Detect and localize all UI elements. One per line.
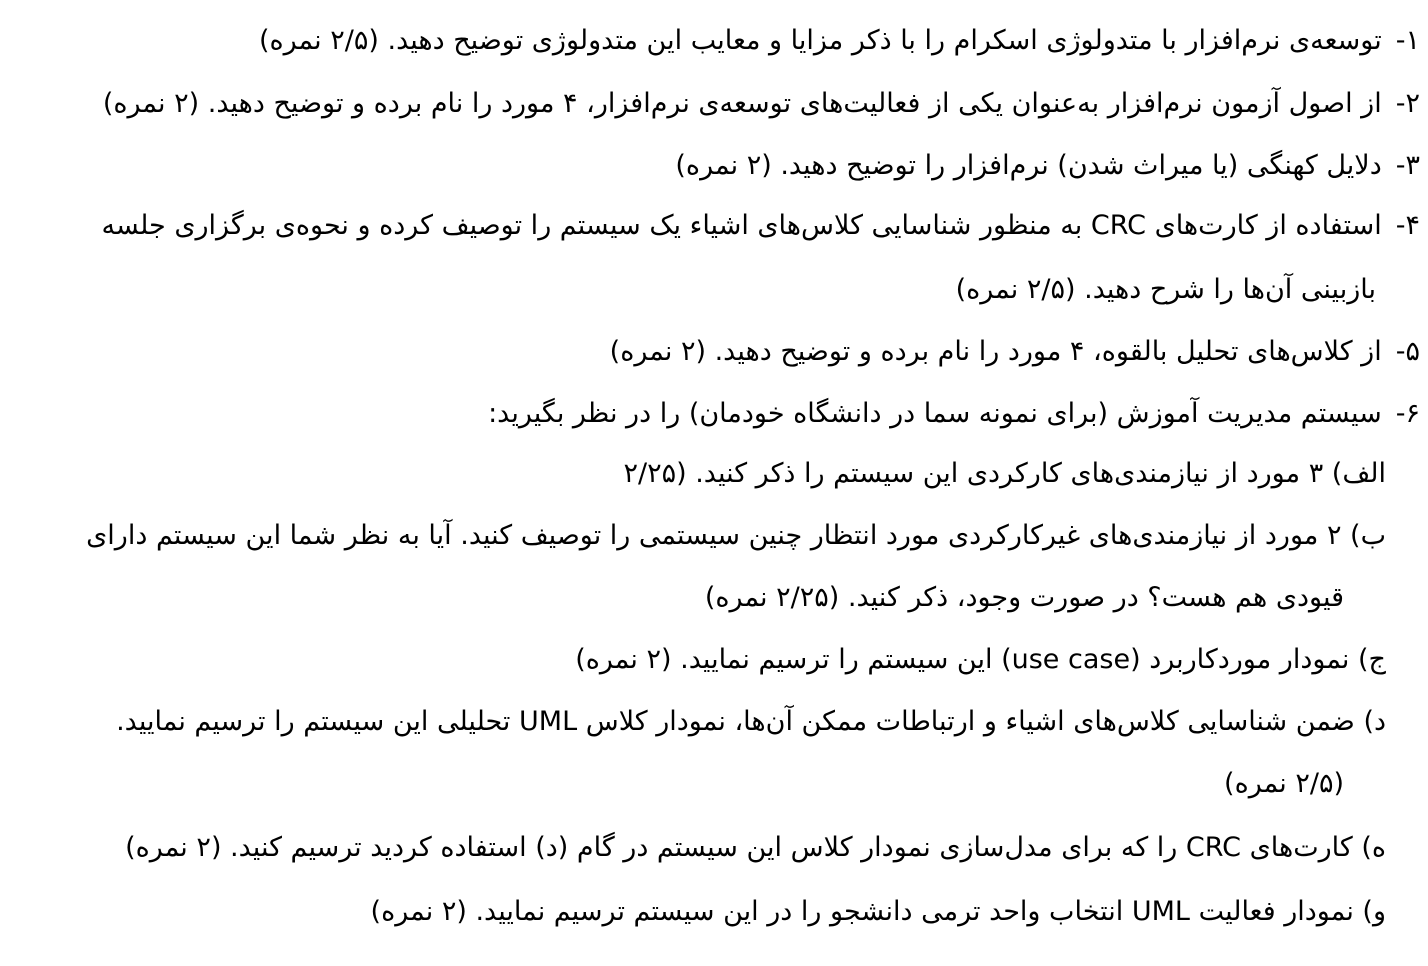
question-text: سیستم مدیریت آموزش (برای نمونه سما در دانشگاه خودمان) را در نظر بگیرید:: [488, 398, 1382, 429]
question-4: [102, 208, 1420, 244]
subpart-text: ج) نمودار موردکاربرد (use case) این سیستم را ترسیم نمایید. (۲ نمره): [575, 644, 1386, 675]
subpart-dal-continuation: [1224, 766, 1344, 802]
subpart-dal: [116, 704, 1386, 740]
question-6: [488, 396, 1420, 432]
question-number: ۳-: [1395, 150, 1420, 181]
question-text: دلایل کهنگی (یا میراث شدن) نرم‌افزار را توضیح دهید. (۲ نمره): [675, 150, 1382, 181]
subpart-be-continuation: [705, 580, 1344, 616]
subpart-text: د) ضمن شناسایی کلاس‌های اشیاء و ارتباطات ممکن آن‌ها، نمودار کلاس UML تحلیلی این سیستم را ترسیم نمایید.: [116, 706, 1386, 737]
subpart-be: [86, 518, 1386, 554]
subpart-text: قیودی هم هست؟ در صورت وجود، ذکر کنید. (۲/۲۵ نمره): [704, 582, 1344, 613]
question-number: ۴-: [1395, 210, 1420, 241]
question-1: [259, 23, 1420, 59]
question-2: [103, 86, 1420, 122]
question-number: ۲-: [1395, 88, 1420, 119]
question-text: بازبینی آن‌ها را شرح دهید. (۲/۵ نمره): [955, 274, 1376, 305]
subpart-text: الف) ۳ مورد از نیازمندی‌های کارکردی این سیستم را ذکر کنید. (۲/۲۵: [623, 458, 1386, 489]
subpart-alef: [623, 456, 1386, 492]
subpart-jim: [575, 642, 1386, 678]
question-number: ۶-: [1395, 398, 1420, 429]
question-text: از کلاس‌های تحلیل بالقوه، ۴ مورد را نام برده و توضیح دهید. (۲ نمره): [609, 336, 1382, 367]
question-number: ۵-: [1395, 336, 1420, 367]
question-text: از اصول آزمون نرم‌افزار به‌عنوان یکی از فعالیت‌های توسعه‌ی نرم‌افزار، ۴ مورد را نام برده و توضیح دهید. (۲ نمره): [102, 88, 1382, 119]
subpart-text: ب) ۲ مورد از نیازمندی‌های غیرکارکردی مورد انتظار چنین سیستمی را توصیف کنید. آیا به نظر شما این سیستم دارای: [86, 520, 1386, 551]
question-3: [675, 148, 1420, 184]
question-5: [610, 334, 1420, 370]
question-4-continuation: [956, 272, 1376, 308]
subpart-text: و) نمودار فعالیت UML انتخاب واحد ترمی دانشجو را در این سیستم ترسیم نمایید. (۲ نمره): [370, 896, 1386, 927]
question-text: توسعه‌ی نرم‌افزار با متدولوژی اسکرام را با ذکر مزایا و معایب این متدولوژی توضیح دهید. (۲/۵ نمره): [258, 25, 1382, 56]
question-text: استفاده از کارت‌های CRC به منظور شناسایی کلاس‌های اشیاء یک سیستم را توصیف کرده و نحوه‌ی برگزاری جلسه: [101, 210, 1382, 241]
subpart-he: [125, 830, 1386, 866]
subpart-text: (۲/۵ نمره): [1224, 768, 1344, 799]
subpart-vav: [371, 894, 1386, 930]
question-number: ۱-: [1395, 25, 1420, 56]
subpart-text: ه) کارت‌های CRC را که برای مدل‌سازی نمودار کلاس این سیستم در گام (د) استفاده کردید ترسیم کنید. (۲ نمره): [125, 832, 1386, 863]
